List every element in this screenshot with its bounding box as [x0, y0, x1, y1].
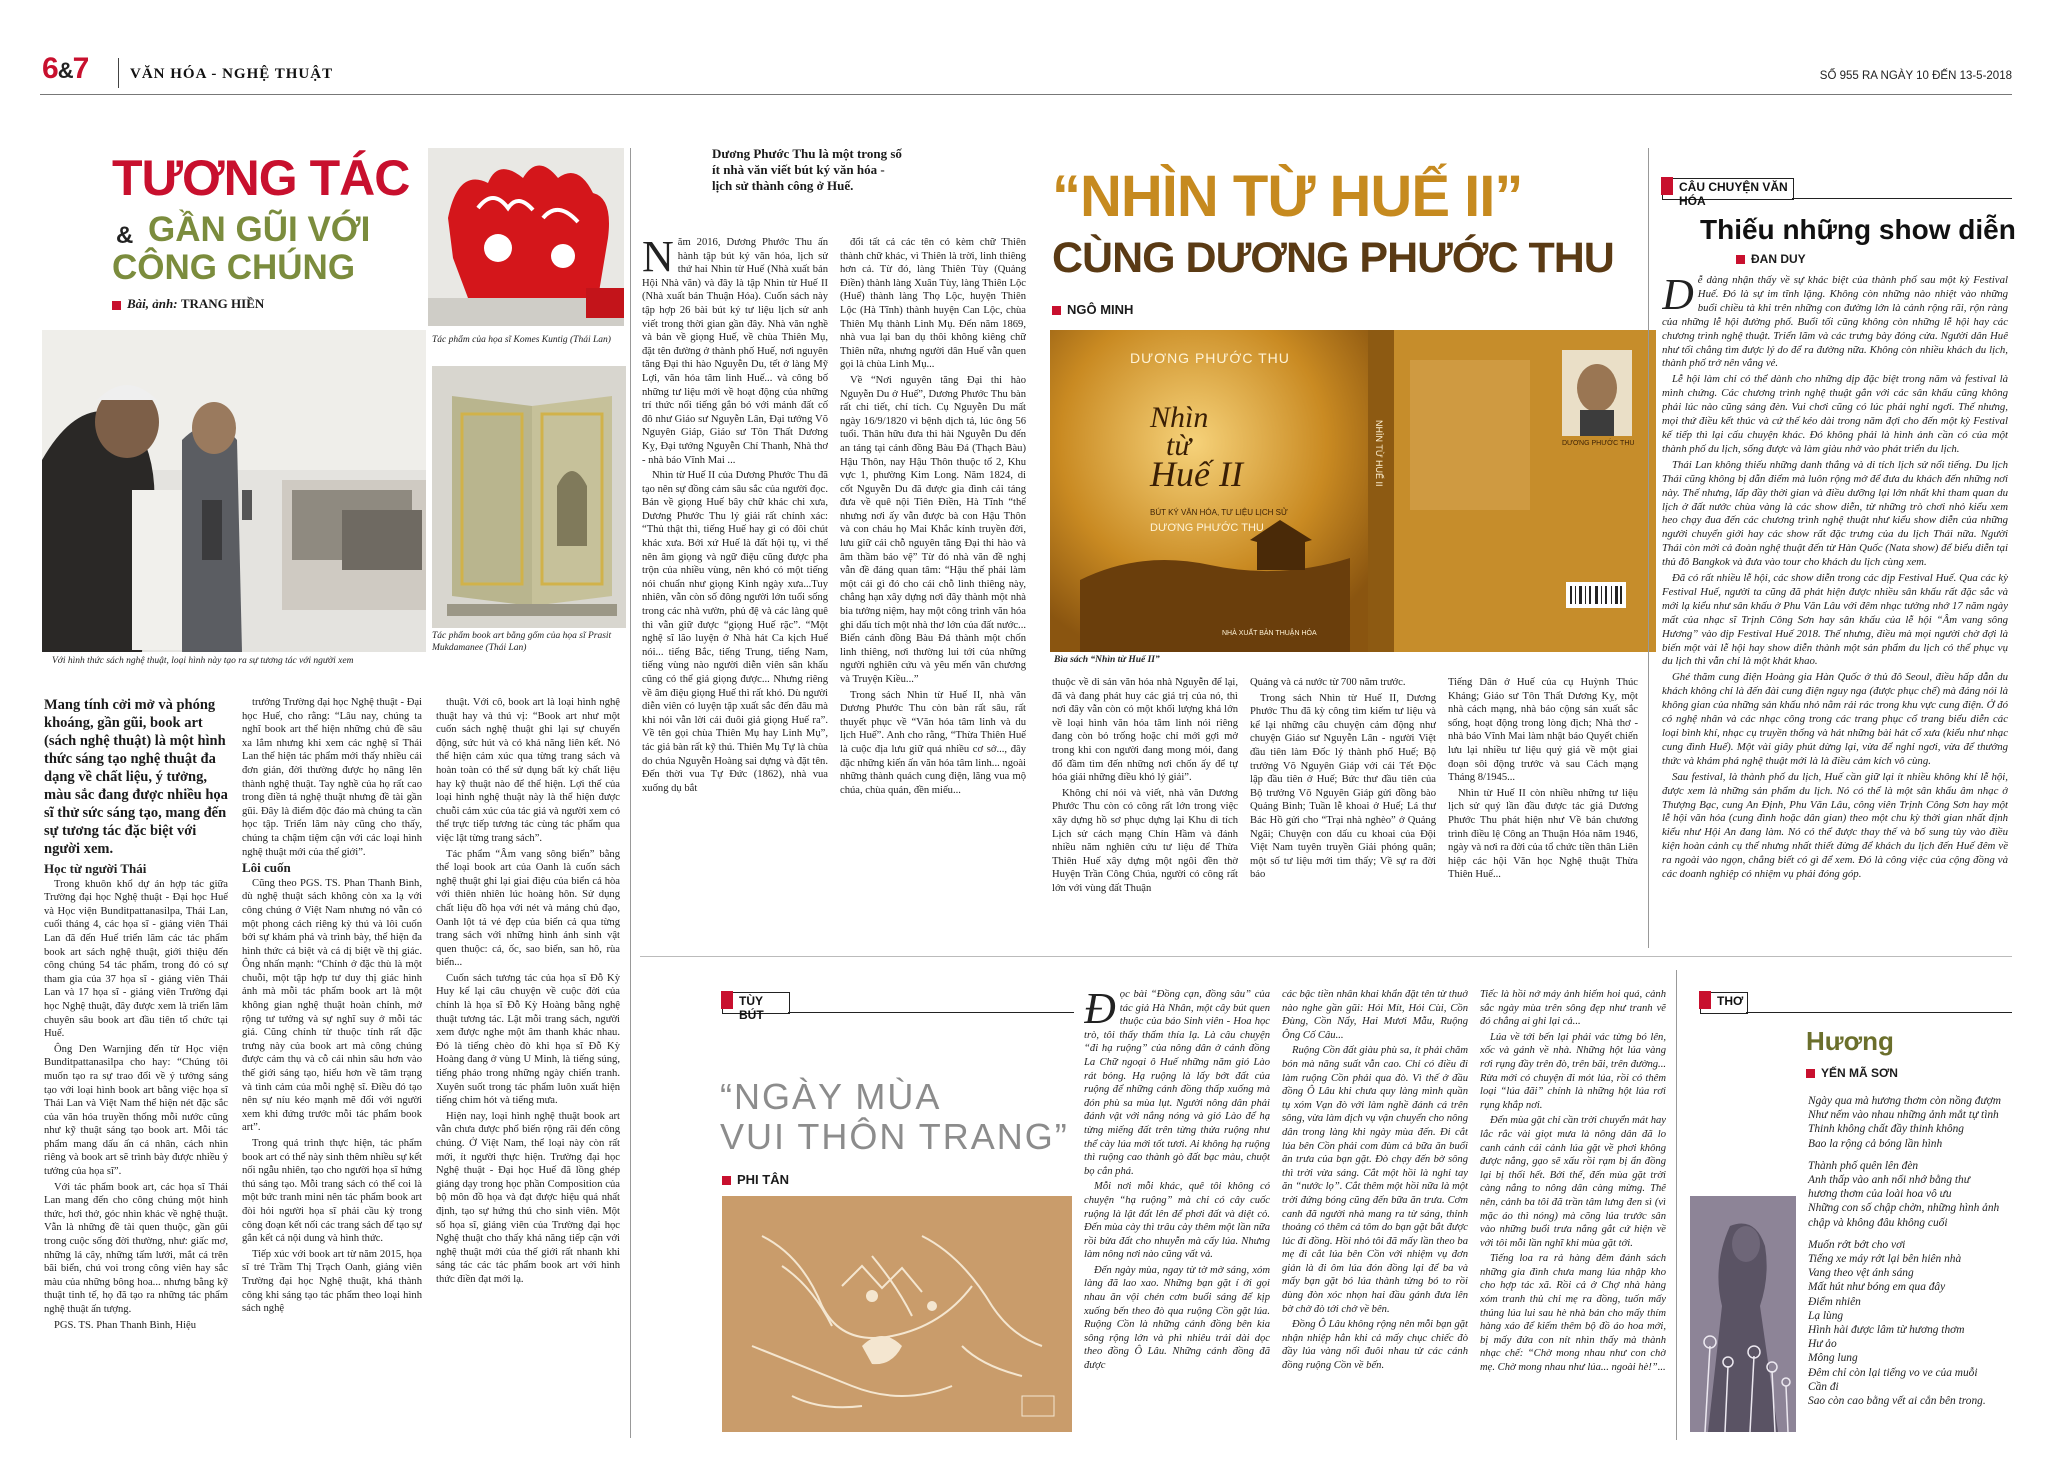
art2-column-5	[1448, 676, 1638, 950]
art1-c1-p1: Trong khuôn khổ dự án hợp tác giữa Trường đại học Nghệ thuật - Đại học Huế và Học viện Bunditpattanasilpa, Thái Lan, cuối tháng 4, các họa sĩ - giảng viên Thái Lan đã đến Huế triển lãm các tác phẩm book art sách nghệ thuật, giới thiệu đến công chúng 54 tác phẩm, trong đó có sự tham gia của 37 họa sĩ - giảng viên Thái Lan và 17 họa sĩ - giảng viên Trường đại học Nghệ thuật, đây được xem là triển lãm chuyên sâu book art đầu tiên tổ chức tại Huế.	[44, 878, 228, 1040]
art2-c1-p1-wrap	[642, 236, 828, 467]
poem-line: Mất hút như bóng em qua đây	[1808, 1281, 1946, 1294]
poem-line: Điểm nhiên	[1808, 1295, 1861, 1308]
art1-c1-p4: PGS. TS. Phan Thanh Bình, Hiệu	[54, 1319, 197, 1331]
art2-c5-p1: Tiếng Dân ở Huế của cụ Huỳnh Thúc Kháng; Giáo sư Tôn Thất Dương Kỵ, một nhà cách mạng, nhà báo cộng sản xuất sắc sống, hoạt động trong lòng địch; Nhà thơ - nhà báo Vĩnh Mai làm nhật báo Quyết chiến lưu lại nhiều tư liệu quý giá về một giai đoạn sôi động trước và sau Cách mạng Tháng 8/1945...	[1448, 677, 1638, 784]
art1-title-3: CÔNG CHÚNG	[112, 248, 356, 287]
art4-c1-p2: Mỗi nơi mỗi khác, quê tôi không có chuyện “hạ ruộng” mà chỉ có cây cuốc ruộng là lật đất lên để phơi đất và diệt cỏ. Đến mùa cày thì trâu cày thêm một lần nữa rồi bừa đất cho nhuyễn mà cấy lúa. Nhưng làm nông nơi nào cũng vất vả.	[1084, 1181, 1270, 1261]
poem-line: Thành phố quên lên đèn	[1808, 1159, 1919, 1172]
art1-caption-top: Tác phẩm của họa sĩ Komes Kuntig (Thái Lan)	[432, 335, 611, 345]
byline-square-icon	[722, 1176, 731, 1185]
art4-column-1	[1084, 988, 1270, 1442]
art3-tag: CÂU CHUYỆN VĂN HÓA	[1679, 180, 1788, 208]
poem-line: Vang theo vệt ánh sáng	[1808, 1267, 1914, 1280]
poem-line: Ngày qua mà hương thơm còn nồng đượm	[1808, 1095, 2001, 1107]
art4-c1-p1-wrap	[1084, 988, 1270, 1178]
art2-c2-p2: Về “Nơi nguyên tăng Đại thi hào Nguyễn Du ở Huế”, Dương Phước Thu bàn rất chi tiết, chỉ tích. Cụ Nguyễn Du mất ngày 16/9/1820 vì bệnh dịch tả, lúc ông 56 tuổi. Thân hữu đưa thi hài Nguyễn Du đến an táng tại cánh đồng Bàu Đá (Thạch Bàu) Hậu Thôn, nay Hậu Thôn thuộc tổ 2, Khu vực 1, phường Kim Long. Năm 1824, di cốt Nguyễn Du đã được gia đình cải táng đưa về quê nội Tiên Điền, Hà Tĩnh “thế nhưng nơi ấy vẫn được bà con Hậu Thôn và con cháu họ Mai Khắc kính truyền đời, lưu giữ cái chỗ nguyên tăng Đại thi hào và âm thầm bảo vệ” Từ đó nhà văn đề nghị vẫn đề đáng quan tâm: “Hậu thế phải làm một cái gì đó cho cái chỗ linh thiêng này, chẳng hạn xây dựng nơi đây thành một nhà bia tưởng niệm, hay một công trình văn hóa ghi dấu tích một nhà thơ lớn của đất nước... Biển cánh đồng Bàu Đá thành một chốn linh thiêng, nơi thường lui tới của những người nghiên cứu và yêu mến văn chương và Truyện Kiều...”	[840, 374, 1026, 685]
art2-c1-p1: ăm 2016, Dương Phước Thu ấn hành tập bút ký văn hóa, lịch sử thứ hai Nhìn từ Huế (Nhà xuất bản Hội Nhà văn) và đây là tập Nhìn từ Huế II (Nhà xuất bản Thuận Hóa). Cuốn sách này tập hợp 26 bài bút ký tư liệu lịch sử anh viết trong thời gian gần đây. Nhà văn nghề và bản về giọng Huế, về chùa Thiên Mụ, đặt tên đường ở thành phố Huế, nơi nguyên tăng Đại thi hào Nguyễn Du, tết ở làng Mỹ Lợi, văn hóa tâm linh Huế... và công bố những tư liệu mới về hoạt động của những trí thức nổi tiếng gắn bó với mảnh đất cố đô như Giáo sư Nguyễn Lân, Đại tướng Võ Nguyên Giáp, Giáo sư Tôn Thất Dương Kỵ, Đại tướng Nguyễn Chí Thanh, Nhà thơ - nhà báo Vĩnh Mai ...	[642, 237, 828, 466]
art5-illustration	[1690, 1196, 1796, 1432]
cover-author-bottom: DƯƠNG PHƯỚC THU	[1150, 522, 1264, 534]
art1-c2-p3: Trong quá trình thực hiện, tác phẩm book art có thể này sinh thêm nhiều sự kết nối ngẫu nhiên, tạo cho người họa sĩ hứng thú sáng tạo. Mỗi trang sách có thể coi là một bức tranh mini nên tác phẩm book art đòi hỏi người họa sĩ phải cầu kỳ trong công đoạn kết nối các trang sách để tạo sự gắn kết cả nội dung và hình thức.	[242, 1138, 422, 1245]
art3-p5: Ghé thăm cung điện Hoàng gia Hàn Quốc ở thủ đô Seoul, điều hấp dẫn du khách không chỉ là đến đài cung điện nguy nga (được phục chế) mà đáng nói là không gian của những sản khấu nhỏ nằm rải rác trong khu vực cung điện. Ở đó có nghệ nhân và các nhạc công trong các trang phục cổ trang biểu diễn các loại bình khí, nhạc cụ truyền thống và hát những bài hát cổ xưa (kiểu như nhạc cung đình Huế). Một vài giây phút dừng lại, vừa để nghỉ ngơi, vừa để thưởng thức và khám phá nghệ thuật mới là là điều cảm kích vô cùng.	[1662, 671, 2008, 767]
art2-column-4	[1250, 676, 1436, 950]
art1-title-1: TƯƠNG TÁC	[112, 150, 410, 206]
poem-line: Hư ảo	[1808, 1338, 1837, 1351]
art3-p1: ễ dàng nhận thấy về sự khác biệt của thành phố sau một kỳ Festival Huế. Đó là sự im tĩnh lặng. Không còn những nào nhiệt vào những buổi chiều tà khi trên những con đường lớn là cảnh rộng rãi, rộn ràng của những lễ hội đường phố. Buổi tối cũng không còn những lễ hội hay các chương trình nghệ thuật. Triển lãm và các trưng bày đóng cửa. Người dân Huế như tối chẳng tìm được lý do để ra đường nữa. Không còn nhiều khách du lịch, thành phố trở nên vắng vẻ.	[1662, 274, 2008, 370]
poem-line: Những con số chập chờn, những hình ảnh	[1808, 1202, 2000, 1215]
art1-byline-label: Bài, ảnh:	[127, 296, 178, 311]
poem-line: Anh thấp vào anh nổi nhớ bằng thư	[1808, 1174, 1970, 1187]
art2-sapo: Dương Phước Thu là một trong số ít nhà văn viết bút ký văn hóa - lịch sử thành công ở Huế.	[712, 146, 902, 193]
art2-byline-name: NGÔ MINH	[1067, 302, 1134, 317]
art2-c3-p1: thuộc về di sản văn hóa nhà Nguyễn để lại, đã và đang phát huy các giá trị của nó, thì nơi đây vẫn còn có một khối lượng khá lớn về loại hình văn hóa tâm linh nói riêng đang còn bỏ trống hoặc chỉ mới gợi mở trong khi con người đang mong mỏi, đang đổ đầm tìm đến những nơi chốn ấy để tự hóa giải những điều khó lý giải”.	[1052, 677, 1238, 784]
art1-column-3	[436, 696, 620, 1444]
art1-byline-name: TRANG HIỀN	[180, 296, 265, 311]
art5-tag-box	[1700, 992, 1748, 1014]
book-cover	[1050, 330, 1656, 652]
art2-c4-p1: Quảng và cả nước từ 700 năm trước.	[1250, 677, 1406, 688]
art5-byline	[1806, 1066, 1898, 1080]
art2-byline	[1052, 302, 1133, 317]
poem-line: Tiếng xe máy rớt lại bên hiên nhà	[1808, 1253, 1962, 1266]
photo-komes-kuntig	[428, 148, 624, 326]
byline-square-icon	[1736, 255, 1745, 264]
art4-c2-p1: các bậc tiền nhân khai khẩn đặt tên từ thuở nào nghe gần gũi: Hói Mít, Hói Cùi, Cồn Đùng, Cồn Nẩy, Hai Mươi Mẫu, Ruộng Ông Cố Câu...	[1282, 989, 1468, 1041]
art3-p3: Thái Lan không thiếu những danh thắng và di tích lịch sử nổi tiếng. Du lịch Thái cũng không bị dẫn điểm mà luôn rộng mở để đưa du khách đến những nơi này. Thế nhưng, lấp đầy thời gian và điều dưỡng lại lớn nhất khi tham quan du lịch ở đất nước chùa vàng là các show diễn, từ những trò chơi nhỏ kiểu xem heo chạy đua đến các chương trình nghệ thuật như kiểu show diễn của những người chuyển giới hay các show rất đặc trưng của du lịch Thái nữa. Người Thái còn mời cả đoàn nghệ thuật đến từ Hàn Quốc (Nata show) để biểu diễn tại thủ đô Bangkok và đưa vào tour cho khách du lịch cùng xem.	[1662, 458, 2008, 569]
art1-c3-p2: Tác phẩm “Âm vang sông biển” bằng thể loại book art của Oanh là cuốn sách nghệ thuật ghi lại giai điệu của biển cả hòa với thiên nhiên lúc hoàng hôn. Sử dụng chất liệu đồ họa với nét và mảng chủ đạo, Oanh lột tả vẻ đẹp của biển cả qua từng trang sách với những hình ảnh sinh vật quen thuộc: cá, ốc, sao biển, san hô, rùa biển...	[436, 848, 620, 969]
poem-line: hương thơm của loài hoa vô ưu	[1808, 1188, 1952, 1201]
art4-tag-box	[722, 992, 790, 1022]
art2-title-2: CÙNG DƯƠNG PHƯỚC THU	[1052, 234, 1614, 282]
art4-title-1: “NGÀY MÙA	[720, 1076, 942, 1117]
art3-p2: Lễ hội làm chỉ có thể dành cho những dịp đặc biệt trong năm và festival là mình chứng. Các chương trình nghệ thuật gắn với các sân khấu cũng không phải lúc nào cũng sáng đèn. Vui chơi cũng có lúc phải nghỉ ngơi. Thế nhưng, mọi thứ điều kết thúc và cứ thế kéo dài trong năm đợi cho đến một kỳ Festival kế tiếp thì lại cấu chuyện khác. Đó không phải là hình ảnh cần có của một thành phố du lịch, sống được và làm giàu nhờ vào phát triển du lịch.	[1662, 373, 2008, 455]
art4-dropcap: Đ	[1084, 988, 1116, 1033]
poem-line: Thinh không chất đầy thinh không	[1808, 1123, 1964, 1136]
art4-column-2	[1282, 988, 1468, 1442]
art3-byline	[1736, 252, 1806, 266]
poem-line: Đêm chỉ còn lại tiếng vo ve của muỗi	[1808, 1366, 1978, 1379]
photo-prasit-ceramic	[432, 366, 626, 628]
art4-c2-p3: Đồng Ô Lâu không rộng nên mỗi bạn gặt nhận nhiệp hẳn khi cả mấy chục chiếc đò đầy lúa vàng nối đuôi nhau từ các cánh đồng ruộng Cồn về bến.	[1282, 1319, 1468, 1372]
art2-title-1: “NHÌN TỪ HUẾ II”	[1052, 164, 1523, 229]
exhibition-visitors-illustration	[42, 330, 426, 652]
art5-tag: THƠ	[1717, 994, 1744, 1008]
art2-c2-p3: Trong sách Nhìn từ Huế II, nhà văn Dương Phước Thu còn bàn rất sâu, rất thuyết phục về “Văn hóa tâm linh và du lịch Huế”. Anh cho rằng, “Thừa Thiên Huế là cuộc địa lưu giữ quá nhiều cơ sở..., đây đặc những kiến ấn văn hóa tâm linh... ngoài những thành quách cung điện, lăng vua mộ chúa, chùa quán, đền miếu...	[840, 689, 1026, 796]
art5-title: Hương	[1806, 1026, 1894, 1056]
poem-line: Sao còn cao bằng vết ai cắn bên trong.	[1808, 1395, 1986, 1408]
photo-exhibition	[42, 330, 426, 652]
art5-poem	[1808, 1094, 2014, 1416]
divider-art4-art5	[1676, 970, 1677, 1440]
art2-c3-p2: Không chỉ nói và viết, nhà văn Dương Phước Thu còn có công rất lớn trong việc xây dựng hồ sơ phục dựng lại Khu di tích Lịch sử cách mạng Chín Hầm và đánh nhiều năm nghiên cứu tư liệu để Thừa Thiên Huế xây dựng một ngôi đền thờ Huyện Trần Công Chúa, người có công rất lớn với vùng đất Thuận	[1052, 787, 1238, 894]
cover-title	[1150, 401, 1243, 494]
art1-c2-p2: Cũng theo PGS. TS. Phan Thanh Bình, dù nghệ thuật sách không còn xa lạ với công chúng ở Việt Nam nhưng nó vẫn có một phong cách riêng kỳ thú và lôi cuốn bởi sự khám phá và trình bày, thể hiện đa hình thức cả biệt và cá dị biệt về thị giác. Ông nhấn mạnh: “Chính ở đặc thù là một chuỗi, một tập hợp tư duy thị giác hình ảnh mà mỗi tác phẩm book art là một không gian nghệ thuật hoàn chỉnh, mở rộng tư tưởng và sự nghĩ suy ở mỗi tác giả. Cũng chính từ thuộc tính rất đặc trưng này của book art mà công chúng được cảm thụ và cỗ cái nhìn sâu hơn vào thế giới sáng tạo, hiểu hơn về tâm trạng và tình cảm của mỗi nghệ sĩ. Điều đó tạo nên sự níu kéo mạnh mẽ đối với người xem khi đứng trước mỗi tác phẩm book art”.	[242, 877, 422, 1134]
art4-tag-rule	[788, 1012, 1074, 1013]
page-amp: &	[57, 58, 73, 83]
header-divider	[118, 58, 119, 88]
art3-tag-box	[1662, 178, 1794, 208]
art2-c5-p2: Nhìn từ Huế II còn nhiều những tư liệu lịch sử quý lần đầu được tác giả Dương Phước Thu phát hiện như Về bản chương trình điều lệ Công an Thuận Hóa năm 1946, ngày và nơi ra đời của tổ chức tiền thân Liên hiệp các hội Văn học Nghệ thuật Thừa Thiên Huế...	[1448, 787, 1638, 881]
poem-stanza-1	[1808, 1094, 2014, 1151]
art4-c3-p2: Lúa về tới bến lại phải vác từng bó lên, xốc và gánh về nhà. Những hột lúa vàng rơi rụng đầy trên đò, trên bãi, trên đường... Rừa mới có chuyện đi mót lúa, rồi có thêm loại “lúa đãi” chính là những hột lúa rơi rụng khắp nơi.	[1480, 1031, 1666, 1111]
page-number-a: 6	[42, 52, 58, 85]
cover-title-c: Huế II	[1150, 454, 1243, 494]
art3-p1-wrap	[1662, 274, 2008, 371]
ceramic-book-illustration	[432, 366, 626, 628]
art2-c2-p1: đổi tất cả các tên có kèm chữ Thiên thành chữ khác, vì Thiên là trời, linh thiêng hơn cả. Từ đó, làng Thiên Tùy (Quảng Điền) thành làng Xuân Tùy, làng Thiên Lộc (Huế) thành làng Thọ Lộc, huyện Thiên Lộc (Hà Tĩnh) thành huyện Can Lộc, chùa Thiên Mụ thành Linh Mụ. Đến năm 1869, nhà vua lại ban dụ thôi không kiêng chữ Thiên nữa, nhưng người dân Huế vẫn quen gọi là chùa Linh Mụ...	[840, 237, 1026, 371]
harvest-woodcut-illustration	[722, 1196, 1072, 1432]
art1-subhead-1: Học từ người Thái	[44, 862, 147, 876]
page-number-b: 7	[72, 52, 89, 85]
art2-column-1	[642, 236, 828, 950]
art2-caption: Bìa sách “Nhìn từ Huế II”	[1054, 655, 1160, 665]
page-number	[42, 52, 88, 86]
art1-column-1	[44, 862, 228, 1444]
art2-c1-p2: Nhìn từ Huế II của Dương Phước Thu đã tạo nên sự đồng cảm sâu sắc của người đọc. Bản về giọng Huế bây chữ khác chi xưa, Dương Phước Thu lý giải rất chính xác: “Thủ thật thì, tiếng Huế hay gì có đôi chút khác xưa. Bởi xứ Huế là đất hội tụ, vì thế nên âm giọng và ngữ điệu cũng được pha trộn của nhiều vùng, nên khó có một tiếng nói chuẩn như giọng Kinh ngày xưa...Tuy nhiên, vẫn còn số đông người lớn tuổi sống trong các nhà vườn, phủ đệ và các làng quê thì vẫn giữ được “giọng Huế rặc”. “Một nghệ sĩ lão luyện ở Nhà hát Ca kịch Huế nói... tiếng Bắc, tiếng Trung, tiếng Nam, tiếng vùng nào người diễn viên sân khấu cũng có thể giả giọng được... Nhưng riêng về âm điệu giọng Huế thì rất khó. Dù người diễn viên có luyện tập xuất sắc đến đâu mà khi nói vẫn lời cái đuôi giả giọng Huế ra”. Về tên gọi chùa Thiên Mụ hay Linh Mụ”, tác giả bàn rất kỹ thú. Thiên Mụ Tự là chùa do chúa Nguyễn Hoàng sai dựng và đặt tên. Đến thời vua Tự Đức (1862), nhà vua xuống dụ bắt	[642, 470, 828, 794]
art2-column-3	[1052, 676, 1238, 950]
cover-back-name: DƯƠNG PHƯỚC THU	[1562, 440, 1635, 447]
art1-subhead-2: Lôi cuốn	[242, 860, 291, 876]
art5-byline-name: YẾN MÃ SƠN	[1821, 1066, 1898, 1080]
art3-tag-rule	[1792, 198, 2012, 199]
red-sculpture-illustration	[428, 148, 624, 326]
poem-line: chập và không đâu không cuối	[1808, 1216, 1948, 1229]
art1-c3-p3: Cuốn sách tương tác của họa sĩ Đỗ Kỳ Huy kể lại câu chuyện về cuộc đời của chính là họa sĩ Đỗ Kỳ Hoàng bằng nghệ thuật tương tác. Lật mỗi trang sách, người xem được nghe một âm thanh khác nhau. Đó là tiếng chèo đò khi họa sĩ Đỗ Kỳ Hoàng đang ở vùng U Minh, là tiếng súng, tiếng pháo trong những ngày chiến tranh. Xuyên suốt trong tác phẩm luôn xuất hiện tiếng chim hót và tiếng mưa.	[436, 972, 620, 1107]
poem-line: Cần đi	[1808, 1380, 1839, 1393]
art4-c1-p1: ọc bài “Đồng cạn, đồng sâu” của tác giả Hà Nhân, một cây bút quen thuộc của báo Sinh viên - Hoa học trò, tôi thấy thấm thía lạ. Là câu chuyện “đi hạ ruộng” của nông dân ở cánh đồng La Chữ ngoại ô Huế những năm gió Lào rát bỏng. Hạ ruộng là lấy bớt đất của ruộng để những cánh đồng thấp xuống mà đón phù sa mùa lụt. Người nông dân phải đánh vật với nắng nóng và gió Lào để hạ từng miếng đất trên từng thửa ruộng như thể cày lúa mới tốt tươi. Ai không hạ ruộng thì ruộng cao thành gò đất bạc màu, chuột bọ cắn phá.	[1084, 989, 1270, 1177]
art3-body	[1662, 274, 2008, 950]
woman-flowers-illustration	[1690, 1196, 1796, 1432]
poem-line: Muốn rớt bớt cho vơi	[1808, 1238, 1906, 1251]
book-cover-illustration	[1050, 330, 1656, 652]
art4-c2-p2: Ruộng Cồn đất giàu phù sa, ít phải chăm bón mà năng suất vẫn cao. Chỉ có điều đi làm ruộng Cồn phải qua đò. Vì thế ở đầu đồng Ô Lâu khi chưa quy làng mình quần tụ xóm Vạn đò với làm nghề đánh cá trên sông, vừa làm dịch vụ vận chuyển cho nông dân trong làng khi ngày mùa đến. Đi cắt lúa bên Cồn phải com đùm cả bữa ăn buổi ăn trưa của bạn gặt. Đò chạy đến bờ sông thì trời vừa sáng. Cắt một hồi là nghỉ tay ăn “nước lọ”. Cắt thêm một hồi nữa là một trời đứng bóng cũng đến bữa ăn trưa. Cơm canh đã người nhà mang ra từ sáng, thỉnh thoảng có thêm cá tôm do bạn gặt bắt được lúc đi đồng. Hồi nhỏ tôi đã mấy lần theo ba mẹ đi cắt lúa bên Cồn với nhiệm vụ đơn giản là đi ôm lúa đón đồng lại để ba và mấy bạn gặt bó lúa thành từng bó to rồi dùng đòn xóc nhọn hai đầu gánh đưa lên bờ chờ đò tới chở về bên.	[1282, 1045, 1468, 1315]
art1-c1-p2: Ông Den Warnjing đến từ Học viện Bunditpattanasilpa cho hay: “Chúng tôi muốn tạo ra sự trao đổi về ý tưởng sáng tạo với loại hình book art bằng việc họa sĩ Thái Lan và Việt Nam thể hiện nét đặc sắc của văn hóa truyền thống mỗi nước cũng như kỹ thuật sáng tạo book art. Mỗi tác phẩm mang dấu ấn cá nhân, cách nhìn riêng và book art sẽ trình bày được nhiều ý tưởng của họa sĩ”.	[44, 1043, 228, 1178]
art1-c1-p3: Với tác phẩm book art, các họa sĩ Thái Lan mang đến cho công chúng một hình thức, hơi thở, góc nhìn khác về nghệ thuật. Vẫn là những đề tài quen thuộc, gần gũi trong cuộc sống đời thường, như: giấc mơ, những lá cây, những tấm lưới, mắt cá trên bãi biển, chú voi trong công viên hay sắc màu của những bông hoa... nhưng bằng kỹ thuật tinh tế, họ đã tạo ra những tác phẩm nghệ thuật ấn tượng.	[44, 1181, 228, 1315]
art1-caption-mid: Tác phẩm book art bằng gốm của họa sĩ Prasit Mukdamanee (Thái Lan)	[432, 631, 612, 653]
art4-tag: TÙY BÚT	[739, 994, 764, 1022]
tag-marker-icon	[1661, 177, 1673, 195]
divider-art2-art3	[1648, 148, 1649, 948]
header-rule	[40, 94, 2012, 95]
art3-p6: Sau festival, là thành phố du lịch, Huế cần giữ lại ít nhiều không khí lễ hội, được xem là những sản phẩm du lịch. Nó có thể là một sân khấu âm nhạc ở Thượng Bạc, cung An Định, Phu Văn Lâu, công viên Trịnh Công Sơn hay một lễ hội văn hóa (cung đình hoặc dân gian) theo một chu kỳ thời gian nhất định kiểu như Hội An đang làm. Nó có thể được thay thế và bố sung tùy vào điều kiện hoàn cảnh cụ thể nhưng nhất thiết đừng để khách du lịch đến Huế đêm về ra ngoài vào ngọn, chẳng biết có gì để xem. Đó là công việc của cộng đồng và các doanh nghiệp có nhiệm vụ phải đóng góp.	[1662, 770, 2008, 881]
tag-marker-icon	[1699, 991, 1711, 1009]
art4-byline	[722, 1172, 789, 1187]
art1-caption-main: Với hình thức sách nghệ thuật, loại hình này tạo ra sự tương tác với người xem	[52, 656, 354, 666]
art4-c3-p4: Tiếng loa ra rả hàng đêm đánh sách những gia đình chưa mang lúa nhập kho cho hợp tác xã. Rồi cả ở Chợ nhà hàng xóm tranh thủ chỉ mẹ ra đồng, tuốn mấy thúng lúa lui sau hè nhà bán cho mấy thím hàng xáo để kiếm thêm bộ đồ áo hoa mới, bị mấy đứa con nít nhìn thấy mà thành nhạc chế: “Chờ mong nhau như con chờ mẹ. Chờ mong nhau như lúa... ngoài hè!”...	[1480, 1253, 1666, 1374]
art4-c3-p1: Tiếc là hồi nớ máy ảnh hiếm hoi quá, cảnh sắc ngày mùa trên sông đẹp như tranh vẽ đó chẳng ai ghi lại cả...	[1480, 989, 1666, 1028]
art1-column-2	[242, 696, 422, 1444]
cover-subtitle: BÚT KÝ VĂN HÓA, TƯ LIỆU LỊCH SỬ	[1150, 508, 1288, 517]
byline-square-icon	[112, 301, 121, 310]
art3-title: Thiếu những show diễn	[1700, 214, 2016, 245]
art5-tag-rule	[1746, 1012, 2012, 1013]
cover-title-a: Nhìn	[1150, 401, 1209, 434]
cover-publisher: NHÀ XUẤT BẢN THUẬN HÓA	[1222, 630, 1317, 637]
lower-section-rule	[640, 956, 2012, 957]
art3-p4: Đã có rất nhiều lễ hội, các show diễn trong các dịp Festival Huế. Qua các kỳ Festival Huế, người ta cũng đã phát hiện được nhiều sân khấu rất đặc sắc và mới lạ kiểu như sân khấu ở Phu Văn Lâu với đêm nhạc tưởng nhớ 17 năm ngày mất của nhạc sĩ Trịnh Công Sơn hay sân khấu của lễ hội “Âm vang sông Hương” vào dịp Festival Huế 2018. Thế nhưng, điều mà mọi người chờ đợi là biến một vài lễ hội hay show diễn thành một sản phẩm du lịch có thể phục vụ du lịch thì vẫn chỉ là một khát khao.	[1662, 572, 2008, 668]
art2-c4-p2: Trong sách Nhìn từ Huế II, Dương Phước Thu đã kỳ công tìm kiếm tư liệu và kể lại những câu chuyện cảm động như chuyện Giáo sư Nguyễn Lân - người Việt đầu tiên làm Đốc lý thành phố Huế; Bộ trưởng Võ Nguyên Giáp với cái Tết Độc lập đầu tiên ở Huế; Bức thư đầu tiên của Bộ trưởng Võ Nguyên Giáp gửi đồng bào Quảng Bình; Tuần lễ khoai ở Huế; Lá thư Bác Hồ gửi cho “Trại nhà nghèo” ở Quảng Ngãi; Chuyện con dấu cu khoai của Đội Việt Nam tuyên truyền Giải phóng quân; một số tư liệu mới tìm thấy; Về sự ra đời báo	[1250, 692, 1436, 881]
poem-line: Mông lung	[1808, 1352, 1858, 1365]
art3-dropcap: D	[1662, 274, 1694, 319]
art1-title-2: GẦN GŨI VỚI	[148, 210, 371, 249]
art1-c3-p1: thuật. Với cô, book art là loại hình nghệ thuật hay và thú vị: “Book art như một cuốn sách nghệ thuật ghi lại sự chuyển động, sức hút và có khả năng liên kết. Nó thể hiện cảm xúc qua từng trang sách và hoàn toàn có thể sử dụng bất kỳ chất liệu hay kỹ thuật nào để thể hiện. Lợi thế của loại hình nghệ thuật này là thể hiện được chuỗi cảm xúc của tác giả và người xem có thể trực tiếp tương tác cùng tác phẩm qua việc lật từng trang sách”.	[436, 697, 620, 844]
tag-marker-icon	[721, 991, 733, 1009]
art3-byline-name: ĐAN DUY	[1751, 252, 1806, 266]
poem-line: Hình hài được lâm từ hương thơm	[1808, 1324, 1965, 1337]
art1-title-amp: &	[116, 222, 134, 249]
art1-c3-p4: Hiện nay, loại hình nghệ thuật book art vẫn chưa được phổ biến rộng rãi đến công chúng. Ở Việt Nam, thể loại này còn rất mới, ít người thực hiện. Trường đại học Nghệ thuật - Đại học Huế đã lồng ghép giảng dạy trong học phần Composition của bộ môn đồ họa và đạt được hiệu quả nhất định, tạo sự hứng thú cho sinh viên. Một số họa sĩ, giảng viên của Trường đại học Nghệ thuật cho thấy khả năng tiếp cận với nghệ thuật mới của thế giới rất nhanh khi sáng tác các tác phẩm book art với hình thức điền đạt mới lạ.	[436, 1110, 620, 1285]
art1-byline	[112, 296, 264, 312]
cover-spine: NHÌN TỪ HUẾ II	[1374, 420, 1384, 487]
cover-title-b: từ	[1166, 429, 1191, 462]
poem-line: Lạ lùng	[1808, 1309, 1844, 1322]
art4-illustration	[722, 1196, 1072, 1432]
divider-art1-art2	[630, 148, 631, 1438]
art4-title-2: VUI THÔN TRANG”	[720, 1116, 1069, 1157]
art2-dropcap: N	[642, 236, 674, 281]
art4-byline-name: PHI TÂN	[737, 1172, 789, 1187]
art1-lead: Mang tính cởi mở và phóng khoáng, gần gũi, book art (sách nghệ thuật) là một hình thức sáng tạo nghệ thuật đa dạng về chất liệu, ý tưởng, màu sắc đang được nhiều họa sĩ thử sức sáng tạo, mang đến sự tương tác đặc biệt với người xem.	[44, 697, 228, 857]
poem-line: Như nếm vào nhau những ảnh mắt tự tình	[1808, 1109, 1999, 1122]
art4-c1-p3: Đến ngày mùa, ngay từ tờ mờ sáng, xóm làng đã lao xao. Những bạn gặt í ới gọi nhau ăn vội chén cơm buổi sáng để kịp xuống bến theo đò qua ruộng Cồn gặt lúa. Ruộng Cồn là những cánh đồng bên kia sông rộng lớn và phì nhiêu trải dài dọc theo đồng Ô Lâu. Những cánh đồng đã được	[1084, 1264, 1270, 1372]
poem-stanza-3	[1808, 1238, 2014, 1408]
issue-info: SỐ 955 RA NGÀY 10 ĐẾN 13-5-2018	[1819, 70, 2012, 82]
art2-column-2	[840, 236, 1026, 950]
art4-column-3	[1480, 988, 1666, 1442]
cover-author: DƯƠNG PHƯỚC THU	[1130, 350, 1290, 366]
section-name: VĂN HÓA - NGHỆ THUẬT	[130, 66, 334, 82]
poem-stanza-2	[1808, 1159, 2014, 1230]
byline-square-icon	[1806, 1069, 1815, 1078]
art4-c3-p3: Đến mùa gặt chỉ cần trời chuyển mát hay lắc rắc vài giọt mưa là nông dân đã lo canh cánh cái cảnh lúa gặt về phơi không được nắng, gạo sẽ xấu rồi rạm bị ẩn đồng lại bị thối hết. Bởi thế, đến mùa gặt trời càng nắng to nông dân càng mừng. Thế nên, cảnh ba tôi đã trần tâm lưng đen sì (vì mặc áo thì nóng) mà cõng lúa trước sân vào những buổi trưa nắng gắt cứ hiện về với tôi mỗi lần nghĩ khi mùa gặt tới.	[1480, 1115, 1666, 1249]
art1-c2-p1: trưởng Trường đại học Nghệ thuật - Đại học Huế, cho rằng: “Lâu nay, chúng ta nghĩ book art thể hiện những chủ đề sâu xa lắm nhưng khi xem các nghệ sĩ Thái Lan thể hiện tác phẩm mới thấy nhiều cái đơn giản, đời thường được họ nâng lên thành nghệ thuật. Tay nghề của họ rất cao trong điền tả nghệ thuật nhưng đề tài gần gũi. Đây là điểm độc đáo mà chúng ta cần học tập. Triển lãm này cũng cho thấy, chúng ta chậm tiệm cận với các loại hình nghệ thuật mới của thế giới”.	[242, 697, 422, 858]
byline-square-icon	[1052, 306, 1061, 315]
art1-c2-p4: Tiếp xúc với book art từ năm 2015, họa sĩ trẻ Trầm Thị Trạch Oanh, giảng viên Trường đại học Nghệ thuật, khá thành công khi sáng tạo tác phẩm theo loại hình sách nghệ	[242, 1248, 422, 1315]
poem-line: Bao la rộng cả bóng lần hình	[1808, 1137, 1943, 1150]
